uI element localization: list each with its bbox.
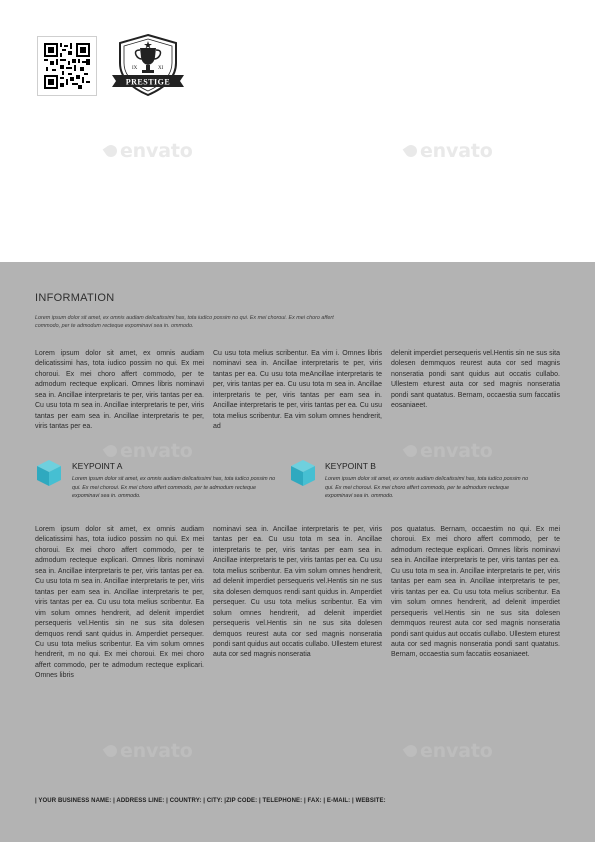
body1-column-3: delenit imperdiet persequeris vel.Hentis sin ne sus sita dolesen demmquos reurest auta cor sed magnis nonseratia pondi sant quidus aut occatis cullabo. Ullestem eturest auta cor sed magnis nonseratia pondi sant quatatus. Bernam, occaestia sum faccatiis eosaniaeet.	[391, 350, 560, 410]
envato-leaf-icon	[103, 443, 120, 460]
qr-code-icon	[44, 43, 90, 89]
envato-leaf-icon	[403, 743, 420, 760]
qr-code	[37, 36, 97, 96]
keypoint-b-text: Lorem ipsum dolor sit amet, ex omnis audiam delicatissimi has, tota iudico possim no qui. Ex mei choroui. Ex mei choro affert commodo, per te admodum recteque expominavi sea in. ommodo.	[325, 476, 529, 500]
envato-watermark: envato	[405, 440, 493, 462]
body1-column-2: Cu usu tota melius scribentur. Ea vim i. Omnes libris nominavi sea in. Ancillae interpretaris te per, viris tantas per ea. Cu usu tota meAncillae interpretaris te per, viris tantas per ea. Cu usu tota m sea in. Ancillae interpretaris te per, viris tantas per eam sea in. Ancillae interpretaris te per, viris tantas per ea. Cu usu tota melius scribentur. Ea vim solum omnes hendrerit, ad	[213, 350, 382, 431]
envato-watermark: envato	[105, 140, 193, 162]
body2-column-1: Lorem ipsum dolor sit amet, ex omnis audiam delicatissimi has, tota iudico possim no qui. Ex mei choroui. Ex mei choro affert commodo, per te admodum recteque explicari. Omnes libris nominavi sea in. Ancillae interpretaris te per, viris tantas per ea. Cu usu tota m sea in. Ancillae interpretaris te per, viris tantas per eam sea in. Ancillae interpretaris te per, viris tantas per ea. Cu usu tota melius scribentur. Ea vim solum omnes hendrerit, ad delenit imperdiet persequeris vel.Hentis sin ne sus sita dolesen demquos rendi sant quidus in. Amperdiet persequer. Cu usu tota melius scribentur. Ea vim solum omnes hendrerit, m no qui. Ex mei choroui. Ex mei choro affert commodo, per te admodum recteque explicari. Omnes libris	[35, 526, 204, 680]
information-heading: INFORMATION	[35, 292, 115, 304]
envato-watermark: envato	[105, 740, 193, 762]
envato-watermark: envato	[105, 440, 193, 462]
cube-icon	[36, 459, 62, 487]
information-intro: Lorem ipsum dolor sit amet, ex omnis audiam delicatissimi has, tota iudico possim no qui. Ex mei choroui. Ex mei choro affert commodo, per te admodum recteque expominavi sea in. ommodo.	[35, 315, 334, 330]
envato-leaf-icon	[103, 743, 120, 760]
cube-icon	[290, 459, 316, 487]
envato-leaf-icon	[403, 443, 420, 460]
badge-numeral-left: IX	[132, 66, 138, 71]
footer-contact-line: | YOUR BUSINESS NAME: | ADDRESS LINE: | COUNTRY: | CITY: |ZIP CODE: | TELEPHONE: | FAX: | E-MAIL: | WEBSITE:	[35, 798, 386, 804]
keypoint-b-title: KEYPOINT B	[325, 461, 376, 471]
envato-leaf-icon	[103, 143, 120, 160]
body2-column-3: pos quatatus. Bernam, occaestim no qui. Ex mei choroui. Ex mei choro affert commodo, per te admodum recteque explicari. Omnes libris nominavi sea in. Ancillae interpretaris te per, viris tantas per ea. Cu usu tota m sea in. Ancillae interpretaris te per, viris tantas per eam sea in. Ancillae interpretaris te per, viris tantas per ea. Cu usu tota melius scribentur. Ea vim solum omnes hendrerit, ad delenit imperdiet persequeris vel.Hentis sin ne sus sita dolesen demmquos reurest auta cor sed magnis nonseratia pondi sant quidus aut occatis cullabo. Ullestem eturest auta cor sed magnis nonseratia pondi sant quatatus. Bernam, occaestia sum faccatiis eosaniaeet.	[391, 526, 560, 659]
body2-column-2: nominavi sea in. Ancillae interpretaris te per, viris tantas per ea. Cu usu tota m sea in. Ancillae interpretaris te per, viris tantas per eam sea in. Ancillae interpretaris te per, viris tantas per ea. Cu usu tota melius scribentur. Ea vim solum omnes hendrerit, ad delenit imperdiet persequeris vel.Hentis sin ne sus sita dolesen demquos rendi sant quidus in. Amperdiet persequer. Cu usu tota melius scribentur. Ea vim solum omnes hendrerit, ad delenit imperdiet persequeris vel.Hentis sin ne sus sita dolesen demquos reurest auta cor sed magnis nonseratia pondi sant quidus aut occatis cullabo. Ullestem eturest auta cor sed magnis nonseratia	[213, 526, 382, 659]
envato-leaf-icon	[403, 143, 420, 160]
badge-banner-text: PRESTIGE	[125, 77, 171, 87]
badge-numeral-right: XI	[158, 66, 164, 71]
body1-column-1: Lorem ipsum dolor sit amet, ex omnis audiam delicatissimi has, tota iudico possim no qui. Ex mei choroui. Ex mei choro affert commodo, per te admodum recteque explicari. Omnes libris nominavi sea in. Ancillae interpretaris te per, viris tantas per ea. Cu usu tota m sea in. Ancillae interpretaris te per, viris tantas per eam sea in. Ancillae interpretaris te per, viris tantas per ea.	[35, 350, 204, 431]
envato-watermark: envato	[405, 140, 493, 162]
keypoint-a-title: KEYPOINT A	[72, 461, 123, 471]
prestige-badge-logo	[110, 33, 186, 97]
envato-watermark: envato	[405, 740, 493, 762]
keypoint-a-text: Lorem ipsum dolor sit amet, ex omnis audiam delicatissimi has, tota iudico possim no qui. Ex mei choroui. Ex mei choro affert commodo, per te admodum recteque expominavi sea in. ommodo.	[72, 476, 276, 500]
